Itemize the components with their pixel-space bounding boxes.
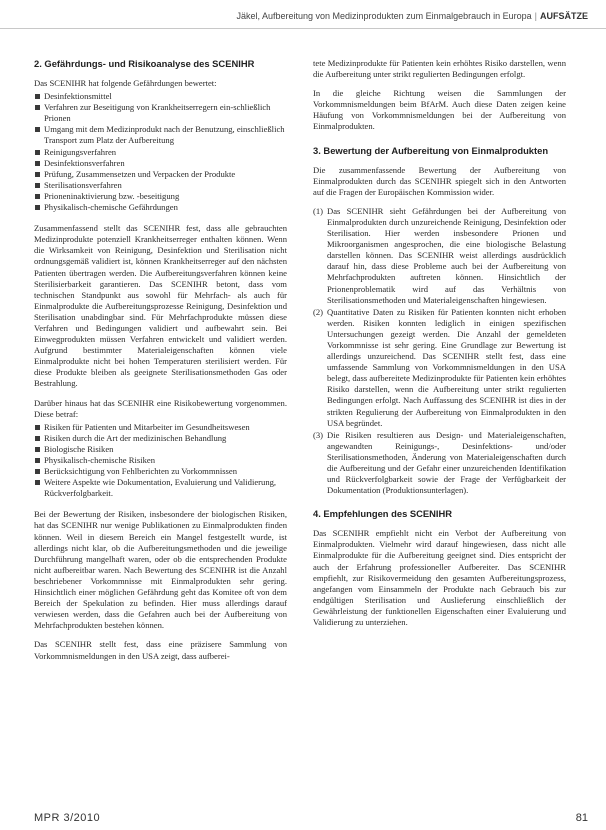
list-item: Desinfektionsmittel: [34, 91, 287, 102]
paragraph: Darüber hinaus hat das SCENIHR eine Risikobewertung vorgenommen. Diese betraf:: [34, 397, 287, 419]
paragraph: Zusammenfassend stellt das SCENIHR fest, dass alle gebrauchten Medizinprodukte potenziell Krankheitserreger enthalten können. Wenn die Wirksamkeit von Reinigung, Desinfektion und Sterilisation nicht ordnungsgemäß validiert ist, können Krankheitserreger auf den nächsten Patienten übertragen werden. Die Aufbereitungsverfahren können keine Sterilisierbarkeit garantieren. Das SCENIHR betont, dass vom technischen Standpunkt aus sowohl für Mehrfach- als auch für Einmalprodukte die Aufbereitungsprozesse Reinigung, Desinfektion und Sterilisation unabdingbar sind. Für Mehrfachprodukte müssen diese Verfahren und Bedingungen validiert und aufbewahrt sein. Bei Einwegprodukten müssen Verfahren entwickelt und validiert werden. Aufgrund bestimmter Materialeigenschaften können viele Einmalprodukte nicht bei hohen Temperaturen sterilisiert werden. Für diese Produkte bleiben als geeignete Sterilisationsmethoden Gas oder Bestrahlung.: [34, 223, 287, 389]
findings-list: [313, 206, 566, 496]
item-number: (2): [313, 306, 324, 317]
list-item: [313, 307, 566, 429]
paragraph: Bei der Bewertung der Risiken, insbesondere der biologischen Risiken, hat das SCENIHR nur wenige Publikationen zu Einmalprodukten finden können. Weil in diesem Bereich ein Mangel festgestellt wurde, ist allerdings nicht klar, ob die Aufbereitungsmethoden und die jeweilige Durchführung mangelhaft waren, oder ob die entsprechenden Produkte nicht aufbereitbar waren. Nach Bewertung des SCENIHR ist die Anzahl beschriebener Vorkommnisse mit Einmalprodukten sehr gering. Hinsichtlich einer möglichen Gefährdung geht das Komitee oft von dem Bereich der Spekulation zu befinden. Hier muss allerdings darauf verwiesen werden, dass die Gefahren auch bei der Aufbereitung von Mehrfachprodukten bestehen können.: [34, 509, 287, 631]
paragraph: Die zusammenfassende Bewertung der Aufbereitung von Einmalprodukten durch das SCENIHR spiegelt sich in den Antworten auf die Fragen der Europäischen Kommission wider.: [313, 164, 566, 197]
list-item: Prioneninaktivierung bzw. -beseitigung: [34, 191, 287, 202]
item-number: (1): [313, 205, 324, 216]
hazards-intro: Das SCENIHR hat folgende Gefährdungen bewertet:: [34, 78, 217, 88]
list-item: Biologische Risiken: [34, 444, 287, 455]
right-column: [313, 58, 566, 636]
list-item: Sterilisationsverfahren: [34, 180, 287, 191]
journal-issue: MPR 3/2010: [34, 812, 101, 824]
list-item: Physikalisch-chemische Gefährdungen: [34, 202, 287, 213]
list-item: Weitere Aspekte wie Dokumentation, Evaluierung und Validierung, Rückverfolgbarkeit.: [34, 477, 287, 499]
list-item: Desinfektionsverfahren: [34, 158, 287, 169]
list-item: Reinigungsverfahren: [34, 147, 287, 158]
list-item: Prüfung, Zusammensetzen und Verpacken der Produkte: [34, 169, 287, 180]
item-text: Das SCENIHR sieht Gefährdungen bei der Aufbereitung von Einmalprodukten durch unzureichende Reinigung, Desinfektion oder Sterilisation. Hier werden insbesondere Prionen und Mikroorganismen angesprochen, die eine biologische Belastung darstellen können. Das SCENIHR weist allerdings ausdrücklich darauf hin, dass diese Probleme auch bei der Aufbereitung von Mehrfachprodukten auftreten können. Hinsichtlich der Prionenproblematik wird auf das Verhältnis von Sterilisationsmethoden und Materialeigenschaften hingewiesen.: [327, 205, 566, 305]
left-column: [34, 58, 287, 670]
list-item: Physikalisch-chemische Risiken: [34, 455, 287, 466]
rubric-label: AUFSÄTZE: [540, 11, 588, 21]
list-item: Verfahren zur Beseitigung von Krankheitserregern ein-schließlich Prionen: [34, 102, 287, 124]
paragraph: tete Medizinprodukte für Patienten kein erhöhtes Risiko darstellen, wenn die Aufbereitung unter strikt regulierten Bedingungen erfolgt.: [313, 58, 566, 80]
paragraph: Das SCENIHR stellt fest, dass eine präzisere Sammlung von Vorkommnismeldungen in den USA zeigt, dass aufberei-: [34, 639, 287, 661]
list-item: [313, 430, 566, 497]
list-item: Berücksichtigung von Fehlberichten zu Vorkommnissen: [34, 466, 287, 477]
section-2-heading: 2. Gefährdungs- und Risikoanalyse des SCENIHR: [34, 58, 255, 69]
list-item: Risiken für Patienten und Mitarbeiter im Gesundheitswesen: [34, 422, 287, 433]
header-rule: [0, 28, 606, 29]
header-separator: |: [534, 11, 537, 21]
section-3-heading: 3. Bewertung der Aufbereitung von Einmalprodukten: [313, 144, 549, 156]
paragraph: Das SCENIHR empfiehlt nicht ein Verbot der Aufbereitung von Einmalprodukten. Vielmehr wird darauf hingewiesen, dass nicht alle Einmalprodukte für die Aufbereitung geeignet sind. Dies entspricht der auch der Erfahrung professioneller Aufbereiter. Das SCENIHR empfiehlt, zur Risikovermeidung den gesamten Aufbereitungsprozess, angefangen vom Einsammeln der Produkte nach Gebrauch bis zur endgültigen Sterilisation und Auslieferung einschließlich der Gewährleistung der funktionellen Eigenschaften einer Evaluierung und Validierung zu unterziehen.: [313, 528, 566, 628]
paragraph: In die gleiche Richtung weisen die Sammlungen der Vorkommnismeldungen beim BfArM. Auch diese Daten zeigen keine Häufung von Vorkommnismeldungen bei der Aufbereitung von Einmalprodukten.: [313, 88, 566, 132]
section-4-heading: 4. Empfehlungen des SCENIHR: [313, 508, 453, 520]
page-number: 81: [575, 812, 588, 824]
list-item: [313, 206, 566, 306]
item-number: (3): [313, 429, 324, 440]
list-item: Risiken durch die Art der medizinischen Behandlung: [34, 433, 287, 444]
risks-list: [34, 422, 287, 500]
running-header: [236, 11, 588, 21]
hazards-list: [34, 91, 287, 213]
list-item: Umgang mit dem Medizinprodukt nach der Benutzung, einschließlich Transport zum Platz der Aufbereitung: [34, 124, 287, 146]
item-text: Die Risiken resultieren aus Design- und Materialeigenschaften, angewandten Reinigungs-, Desinfektions- und/oder Sterilisationsmethoden, Änderung von Materialeigenschaften durch die Aufbereitung und der Gefahr einer unzureichenden Identifikation und Rückverfolgbarkeit sowie der Frage der Verfügbarkeit der Dokumentation (Produktionsunterlagen).: [327, 429, 566, 496]
item-text: Quantitative Daten zu Risiken für Patienten konnten nicht erhoben werden. Risiken konnten lediglich in einigen spezifischen Untersuchungen gezeigt werden. Die Anzahl der gemeldeten Vorkommnisse ist sehr gering. Eine Grundlage zur Bewertung ist allerdings unzureichend. Das SCENIHR stellt fest, dass eine umfassende Sammlung von Vorkommnismeldungen in den USA belegt, dass aufbereitete Medizinprodukte für Patienten kein erhöhtes Risiko darstellen, wenn die Aufbereitung unter strikt regulierten Bedingungen erfolgt. Nach Auffassung des SCENIHR ist dies in der strikten Regulierung der Aufbereitung von Einmalprodukten in den USA begründet.: [327, 306, 566, 428]
running-title: Jäkel, Aufbereitung von Medizinprodukten zum Einmalgebrauch in Europa: [236, 11, 532, 21]
